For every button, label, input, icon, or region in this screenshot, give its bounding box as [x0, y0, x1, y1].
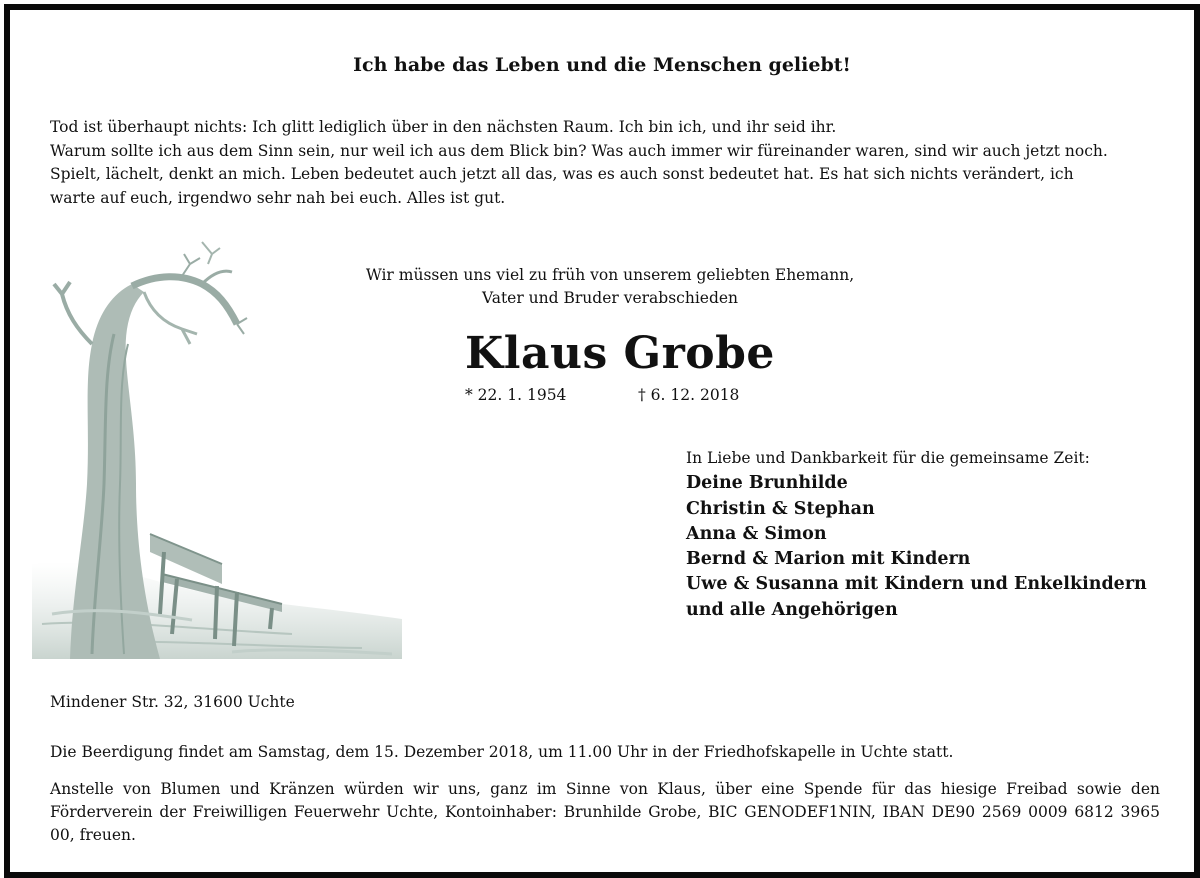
- family-address: Mindener Str. 32, 31600 Uchte: [50, 693, 295, 711]
- mourner-name: Christin & Stephan: [686, 498, 875, 519]
- mourner-name: und alle Angehörigen: [686, 599, 898, 620]
- death-date: † 6. 12. 2018: [638, 386, 740, 404]
- mourner-name: Deine Brunhilde: [686, 473, 848, 494]
- obituary-frame: [4, 4, 1200, 878]
- farewell-intro: [305, 264, 915, 310]
- birth-date: * 22. 1. 1954: [465, 386, 567, 404]
- mourner-name: Bernd & Marion mit Kindern: [686, 549, 971, 570]
- motto-heading: Ich habe das Leben und die Menschen geliebt!: [353, 54, 851, 76]
- mourner-name: Anna & Simon: [686, 523, 827, 544]
- donation-notice: Anstelle von Blumen und Kränzen würden wir uns, ganz im Sinne von Klaus, über eine Spende für das hiesige Freibad sowie den Förderverein der Freiwilligen Feuerwehr Uchte, Kontoinhaber: Brunhilde Grobe, BIC GENODEF1NIN, IBAN DE90 2569 0009 6812 3965 00, freuen.: [50, 780, 1160, 844]
- funeral-notice: Die Beerdigung findet am Samstag, dem 15. Dezember 2018, um 11.00 Uhr in der Friedhofskapelle in Uchte statt.: [50, 743, 954, 761]
- poem-line: warte auf euch, irgendwo sehr nah bei euch. Alles ist gut.: [50, 188, 506, 207]
- intro-line: Wir müssen uns viel zu früh von unserem geliebten Ehemann,: [365, 266, 855, 284]
- mourners-list: [686, 446, 1186, 623]
- mourners-heading: In Liebe und Dankbarkeit für die gemeinsame Zeit:: [686, 449, 1090, 467]
- mourner-name: Uwe & Susanna mit Kindern und Enkelkindern: [686, 574, 1147, 595]
- deceased-name: Klaus Grobe: [465, 328, 775, 379]
- poem-line: Warum sollte ich aus dem Sinn sein, nur weil ich aus dem Blick bin? Was auch immer wir füreinander waren, sind wir auch jetzt noch.: [50, 141, 1108, 160]
- intro-line: Vater und Bruder verabschieden: [481, 289, 739, 307]
- poem-text: [50, 116, 1160, 210]
- poem-line: Spielt, lächelt, denkt an mich. Leben bedeutet auch jetzt all das, was es auch sonst bedeutet hat. Es hat sich nichts verändert, ich: [50, 165, 1074, 183]
- poem-line: Tod ist überhaupt nichts: Ich glitt lediglich über in den nächsten Raum. Ich bin ich, und ihr seid ihr.: [50, 118, 837, 136]
